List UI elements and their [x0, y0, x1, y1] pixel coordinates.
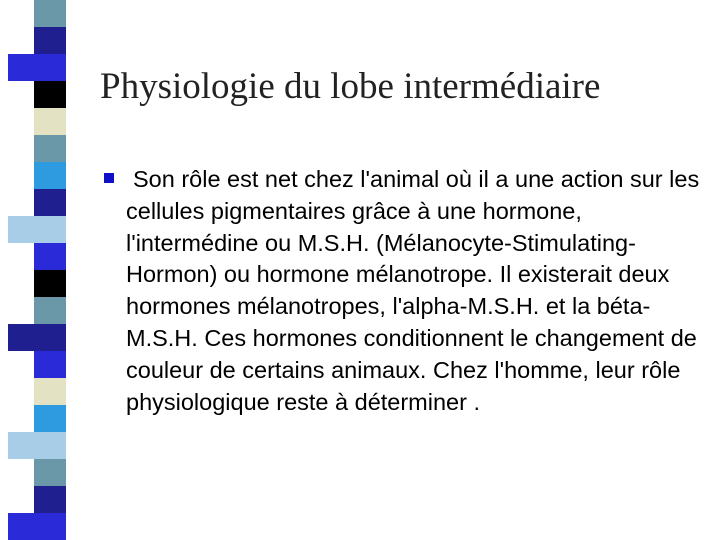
- stripe-segment: [34, 162, 66, 189]
- stripe-segment: [34, 405, 66, 432]
- stripe-segment: [34, 270, 66, 297]
- stripe-segment: [34, 135, 66, 162]
- stripe-segment: [34, 297, 66, 324]
- slide-title: Physiologie du lobe intermédiaire: [100, 66, 601, 107]
- stripe-segment: [34, 351, 66, 378]
- decorative-stripe-column: [0, 0, 66, 540]
- stripe-segment: [34, 189, 66, 216]
- stripe-segment: [34, 0, 66, 27]
- stripe-segment: [8, 432, 66, 459]
- square-bullet-icon: [104, 173, 114, 183]
- stripe-segment: [34, 27, 66, 54]
- stripe-segment: [8, 54, 66, 81]
- stripe-segment: [34, 378, 66, 405]
- stripe-segment: [34, 486, 66, 513]
- stripe-segment: [8, 324, 66, 351]
- stripe-segment: [34, 81, 66, 108]
- bullet-text: Son rôle est net chez l'animal où il a une action sur les cellules pigmentaires grâce à une hormone, l'intermédine ou M.S.H. (Mélanocyte-Stimulating- Hormon) ou hormone mélanotrope. Il existerait deux hormones mélanotropes, l'alpha-M.S.H. et la béta- M.S.H. Ces hormones conditionnent le changement de couleur de certains animaux. Chez l'homme, leur rôle physiologique reste à déterminer .: [126, 166, 700, 415]
- stripe-segment: [8, 513, 66, 540]
- stripe-segment: [34, 243, 66, 270]
- stripe-segment: [34, 459, 66, 486]
- stripe-segment: [8, 216, 66, 243]
- stripe-segment: [34, 108, 66, 135]
